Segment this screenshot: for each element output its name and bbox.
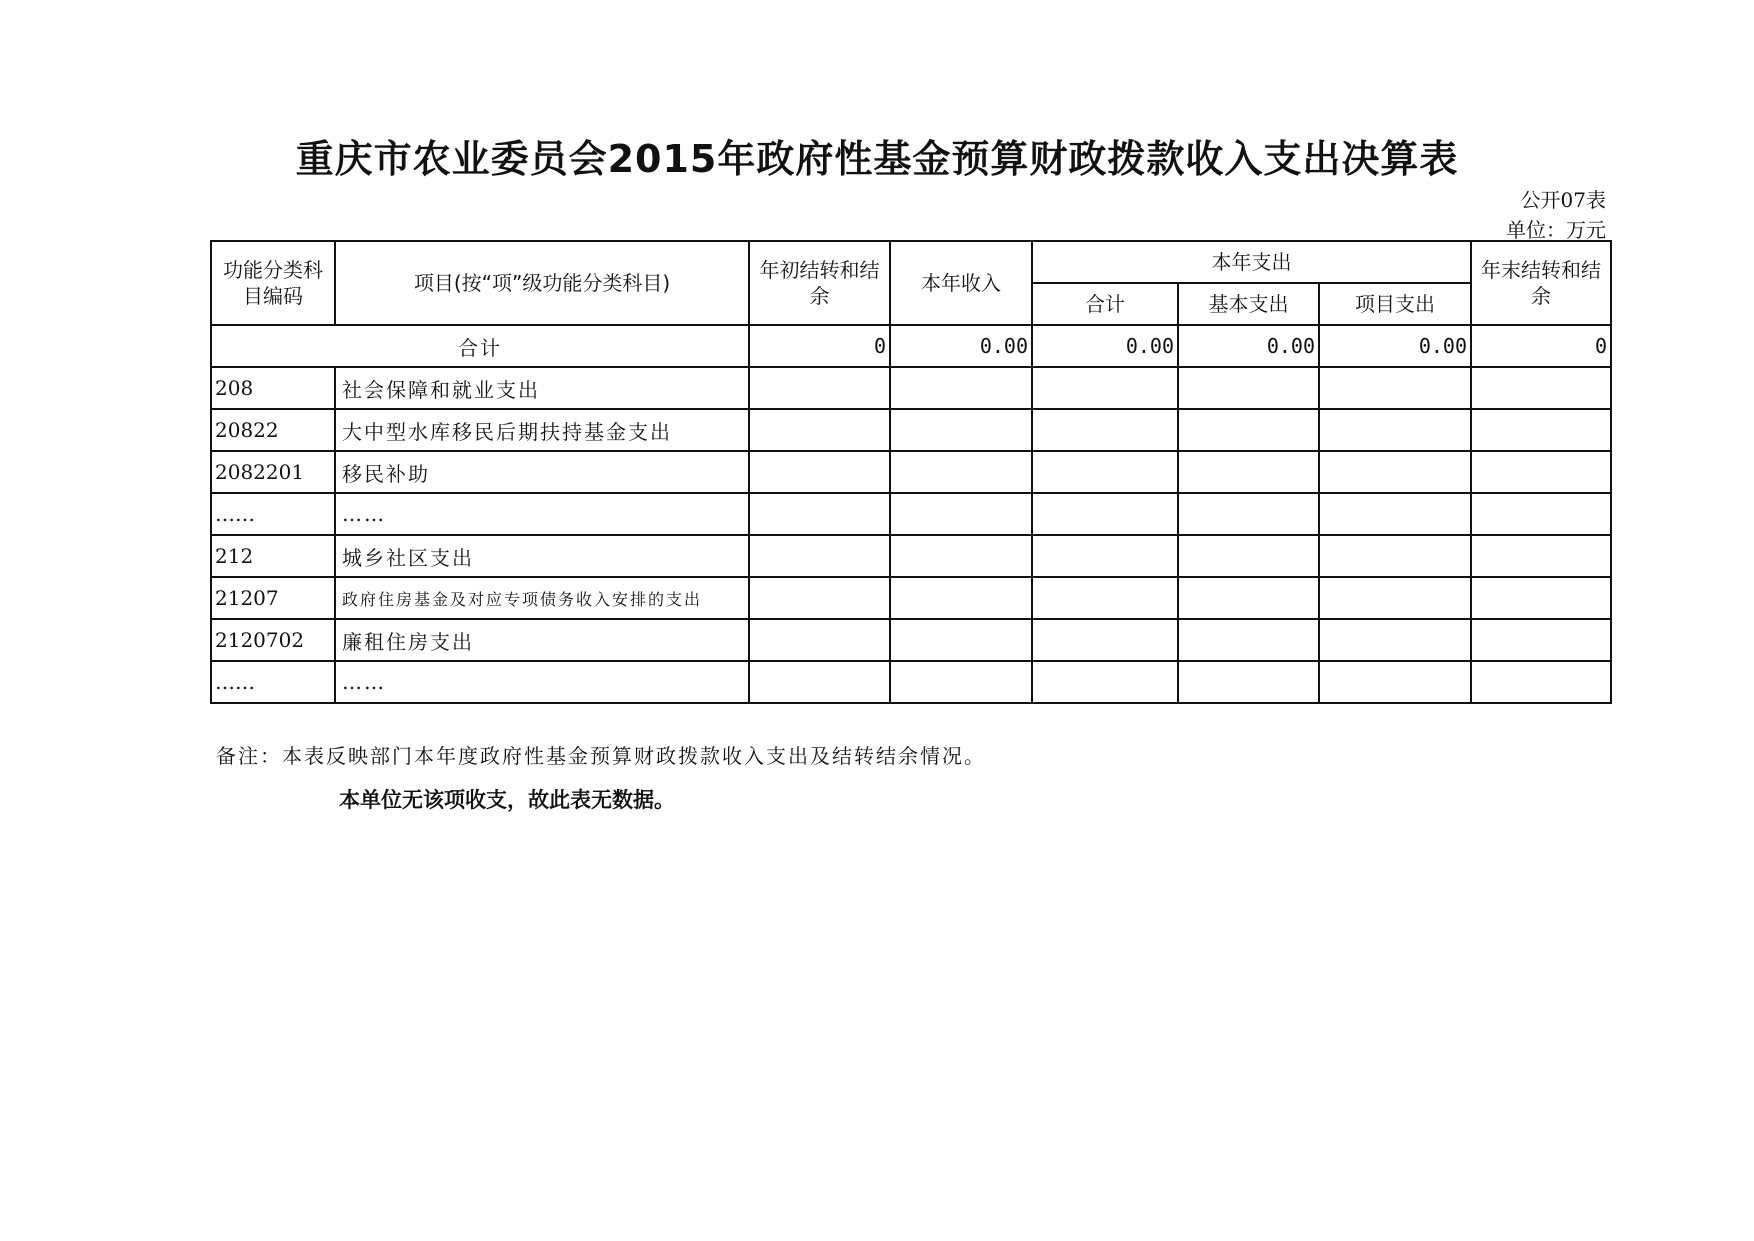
row-value-cell: [890, 409, 1032, 451]
table-row: [211, 409, 1611, 451]
table-row: [211, 661, 1611, 703]
form-number: 公开07表: [1520, 188, 1606, 212]
row-value-cell: [749, 493, 890, 535]
row-value-cell: [890, 577, 1032, 619]
row-value-cell: [1032, 451, 1178, 493]
row-value-cell: [890, 661, 1032, 703]
row-value-cell: [1178, 493, 1319, 535]
row-value-cell: [749, 577, 890, 619]
total-label: 合计: [211, 325, 749, 367]
total-expense-project: 0.00: [1319, 325, 1471, 367]
row-value-cell: [1178, 661, 1319, 703]
row-value-cell: [890, 367, 1032, 409]
row-value-cell: [1471, 535, 1611, 577]
row-code: 2120702: [211, 619, 335, 661]
row-value-cell: [1471, 493, 1611, 535]
row-value-cell: [1471, 619, 1611, 661]
page-title: 重庆市农业委员会2015年政府性基金预算财政拨款收入支出决算表: [295, 137, 1459, 181]
row-value-cell: [749, 535, 890, 577]
header-expense-total: 合计: [1032, 283, 1178, 325]
row-value-cell: [1032, 577, 1178, 619]
row-value-cell: [1032, 367, 1178, 409]
total-row: [211, 325, 1611, 367]
header-item: 项目(按“项”级功能分类科目): [335, 241, 749, 325]
row-value-cell: [1319, 367, 1471, 409]
row-value-cell: [749, 451, 890, 493]
row-value-cell: [1178, 451, 1319, 493]
row-value-cell: [1032, 409, 1178, 451]
row-value-cell: [1319, 535, 1471, 577]
row-code: 2082201: [211, 451, 335, 493]
header-begin-balance: 年初结转和结余: [749, 241, 890, 325]
row-code: ……: [211, 493, 335, 535]
row-value-cell: [1471, 577, 1611, 619]
row-value-cell: [1032, 661, 1178, 703]
row-value-cell: [1178, 619, 1319, 661]
row-value-cell: [1471, 451, 1611, 493]
row-value-cell: [890, 451, 1032, 493]
row-value-cell: [1319, 577, 1471, 619]
row-name: 移民补助: [335, 451, 749, 493]
row-value-cell: [1319, 661, 1471, 703]
row-name: 城乡社区支出: [335, 535, 749, 577]
row-value-cell: [890, 493, 1032, 535]
row-value-cell: [749, 367, 890, 409]
row-value-cell: [1178, 367, 1319, 409]
row-value-cell: [1319, 619, 1471, 661]
row-code: 212: [211, 535, 335, 577]
row-value-cell: [1032, 535, 1178, 577]
table-row: [211, 451, 1611, 493]
header-expense: 本年支出: [1032, 241, 1471, 283]
total-expense-basic: 0.00: [1178, 325, 1319, 367]
row-value-cell: [1178, 409, 1319, 451]
row-value-cell: [1319, 451, 1471, 493]
header-end-balance: 年末结转和结余: [1471, 241, 1611, 325]
row-value-cell: [890, 535, 1032, 577]
header-expense-basic: 基本支出: [1178, 283, 1319, 325]
row-code: 20822: [211, 409, 335, 451]
row-value-cell: [1178, 535, 1319, 577]
header-income: 本年收入: [890, 241, 1032, 325]
row-value-cell: [1319, 493, 1471, 535]
table-row: [211, 619, 1611, 661]
header-expense-project: 项目支出: [1319, 283, 1471, 325]
row-code: 208: [211, 367, 335, 409]
row-value-cell: [1471, 367, 1611, 409]
row-value-cell: [1319, 409, 1471, 451]
total-end-balance: 0: [1471, 325, 1611, 367]
row-code: 21207: [211, 577, 335, 619]
row-value-cell: [1178, 577, 1319, 619]
row-value-cell: [1471, 661, 1611, 703]
row-name: 大中型水库移民后期扶持基金支出: [335, 409, 749, 451]
header-code: 功能分类科目编码: [211, 241, 335, 325]
row-value-cell: [749, 661, 890, 703]
total-expense-total: 0.00: [1032, 325, 1178, 367]
row-name: 社会保障和就业支出: [335, 367, 749, 409]
table-row: [211, 367, 1611, 409]
unit-label: 单位：万元: [1506, 218, 1606, 242]
table-row: [211, 577, 1611, 619]
row-value-cell: [749, 619, 890, 661]
row-value-cell: [1032, 493, 1178, 535]
row-value-cell: [1471, 409, 1611, 451]
row-name: 政府住房基金及对应专项债务收入安排的支出: [335, 577, 749, 619]
row-name: ……: [335, 661, 749, 703]
row-name: ……: [335, 493, 749, 535]
table-row: [211, 535, 1611, 577]
no-data-statement: 本单位无该项收支，故此表无数据。: [339, 788, 675, 812]
row-name: 廉租住房支出: [335, 619, 749, 661]
table-note: 备注：本表反映部门本年度政府性基金预算财政拨款收入支出及结转结余情况。: [216, 744, 986, 768]
table-row: [211, 493, 1611, 535]
row-value-cell: [890, 619, 1032, 661]
row-value-cell: [1032, 619, 1178, 661]
total-income: 0.00: [890, 325, 1032, 367]
row-code: ……: [211, 661, 335, 703]
budget-table: [210, 240, 1612, 704]
total-begin-balance: 0: [749, 325, 890, 367]
row-value-cell: [749, 409, 890, 451]
